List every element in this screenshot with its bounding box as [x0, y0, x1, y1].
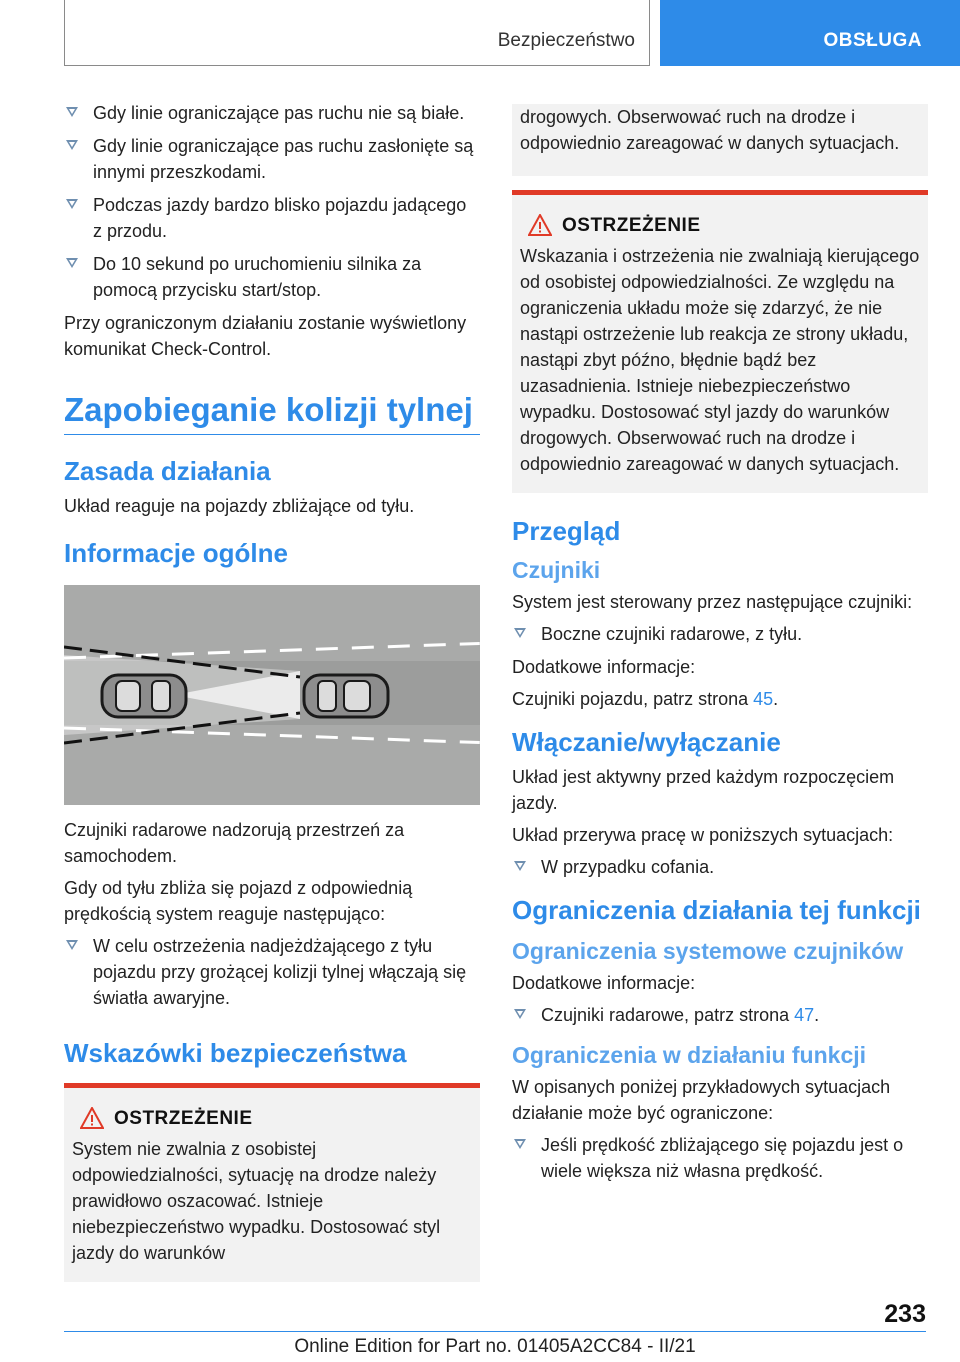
- warning-box: [512, 190, 928, 493]
- heading-on-off: Włączanie/wyłączanie: [512, 727, 781, 757]
- list-item: Gdy linie ograniczające pas ruchu nie są białe.: [64, 100, 480, 126]
- header-section-box: [64, 0, 650, 66]
- bullet-triangle-icon: [66, 107, 78, 117]
- interrupt-bullet-list: [512, 854, 928, 880]
- reaction-bullet-list: [64, 933, 480, 1011]
- principle-paragraph: Układ reaguje na pojazdy zbliżające od tyłu.: [64, 496, 415, 516]
- extra-info-label: Dodatkowe informacje:: [512, 973, 696, 993]
- footer-edition: Online Edition for Part no. 01405A2CC84 - II/21: [294, 1336, 696, 1357]
- list-item: Podczas jazdy bardzo blisko pojazdu jadącego z przodu.: [64, 192, 480, 244]
- active-paragraph: Układ jest aktywny przed każdym rozpoczęciem jazdy.: [512, 767, 895, 813]
- bullet-triangle-icon: [514, 628, 526, 638]
- warning-cont-text: drogowych. Obserwować ruch na drodze i odpowiednio zareagować w danych sytuacjach.: [520, 107, 900, 153]
- front-car-icon: [304, 675, 388, 717]
- extra-info-label: Dodatkowe informacje:: [512, 657, 696, 677]
- heading-general-info: Informacje ogólne: [64, 538, 288, 568]
- warning-text: Wskazania i ostrzeżenia nie zwalniają kierującego od osobistej odpowiedzialności. Ze względu na ograniczenia układu może się zdarzyć, że nie nastąpi ostrzeżenie lub reakcja ze strony układu, nastąpi zbyt późno, błędnie bądź bez uzasadnienia. Istnieje niebezpieczeństwo wypadku. Dostosować styl jazdy do warunków drogowych. Obserwować ruch na drodze i odpowiednio zareagować w danych sytuacjach.: [520, 246, 920, 474]
- operation-bullet-list: [512, 1132, 928, 1184]
- bullet-triangle-icon: [66, 199, 78, 209]
- list-item: Do 10 sekund po uruchomieniu silnika za pomocą przycisku start/stop.: [64, 251, 480, 303]
- list-item: Jeśli prędkość zbliżającego się pojazdu jest o wiele większa niż własna prędkość.: [512, 1132, 928, 1184]
- list-item: W celu ostrzeżenia nadjeżdżającego z tyłu pojazdu przy grożącej kolizji tylnej włączają się światła awaryjne.: [64, 933, 480, 1011]
- heading-principle: Zasada działania: [64, 456, 271, 486]
- list-item: W przypadku cofania.: [512, 854, 928, 880]
- rear-radar-illustration: [64, 585, 480, 805]
- warning-triangle-icon: [80, 1107, 104, 1129]
- sensor-reference: Czujniki pojazdu, patrz strona 45.: [512, 689, 779, 709]
- warning-box: [64, 1083, 480, 1282]
- list-item: Boczne czujniki radarowe, z tyłu.: [512, 621, 928, 647]
- bullet-triangle-icon: [66, 140, 78, 150]
- sensors-bullet-list: [512, 621, 928, 647]
- warning-heading: OSTRZEŻENIE: [72, 1106, 472, 1132]
- page-link-45[interactable]: 45: [753, 689, 774, 709]
- warning-triangle-icon: [528, 214, 552, 236]
- left-column: [64, 100, 480, 1282]
- list-item: Gdy linie ograniczające pas ruchu zasłonięte są innymi przeszkodami.: [64, 133, 480, 185]
- operation-limits-paragraph: W opisanych poniżej przykładowych sytuacjach działanie może być ograniczone:: [512, 1077, 891, 1123]
- right-column: [512, 104, 928, 1191]
- section-heading-rear-collision: Zapobieganie kolizji tylnej: [64, 390, 480, 435]
- footer-divider: [64, 1331, 926, 1332]
- bullet-triangle-icon: [66, 940, 78, 950]
- page-number: 233: [884, 1300, 926, 1328]
- header-section-title: Bezpieczeństwo: [497, 30, 635, 51]
- sensors-paragraph: Czujniki radarowe nadzorują przestrzeń za samochodem.: [64, 820, 405, 866]
- header-tab[interactable]: [660, 0, 960, 66]
- header-tab-label: OBSŁUGA: [823, 30, 922, 51]
- heading-system-limits: Ograniczenia systemowe czujników: [512, 938, 904, 964]
- limits-bullet-list: [64, 100, 480, 303]
- limited-function-paragraph: Przy ograniczonym działaniu zostanie wyświetlony komunikat Check-Control.: [64, 313, 467, 359]
- rear-car-icon: [102, 675, 186, 717]
- heading-safety: Wskazówki bezpieczeństwa: [64, 1038, 407, 1068]
- heading-overview: Przegląd: [512, 516, 621, 546]
- bullet-triangle-icon: [514, 861, 526, 871]
- interrupt-paragraph: Układ przerywa pracę w poniższych sytuacjach:: [512, 825, 894, 845]
- warning-continuation: [512, 104, 928, 176]
- bullet-triangle-icon: [66, 258, 78, 268]
- warning-text: System nie zwalnia z osobistej odpowiedzialności, sytuację na drodze należy prawidłowo oszacować. Istnieje niebezpieczeństwo wypadku. Dostosować styl jazdy do warunków: [72, 1139, 441, 1263]
- bullet-triangle-icon: [514, 1009, 526, 1019]
- approach-paragraph: Gdy od tyłu zbliża się pojazd z odpowiednią prędkością system reaguje następująco:: [64, 878, 413, 924]
- sensors-intro: System jest sterowany przez następujące czujniki:: [512, 592, 913, 612]
- warning-heading: OSTRZEŻENIE: [520, 213, 920, 239]
- heading-function-limits: Ograniczenia działania tej funkcji: [512, 895, 921, 925]
- radar-bullet-list: [512, 1002, 928, 1028]
- list-item: Czujniki radarowe, patrz strona 47.: [512, 1002, 928, 1028]
- heading-sensors: Czujniki: [512, 557, 601, 583]
- bullet-triangle-icon: [514, 1139, 526, 1149]
- heading-operation-limits: Ograniczenia w działaniu funkcji: [512, 1042, 867, 1068]
- page-link-47[interactable]: 47: [794, 1005, 815, 1025]
